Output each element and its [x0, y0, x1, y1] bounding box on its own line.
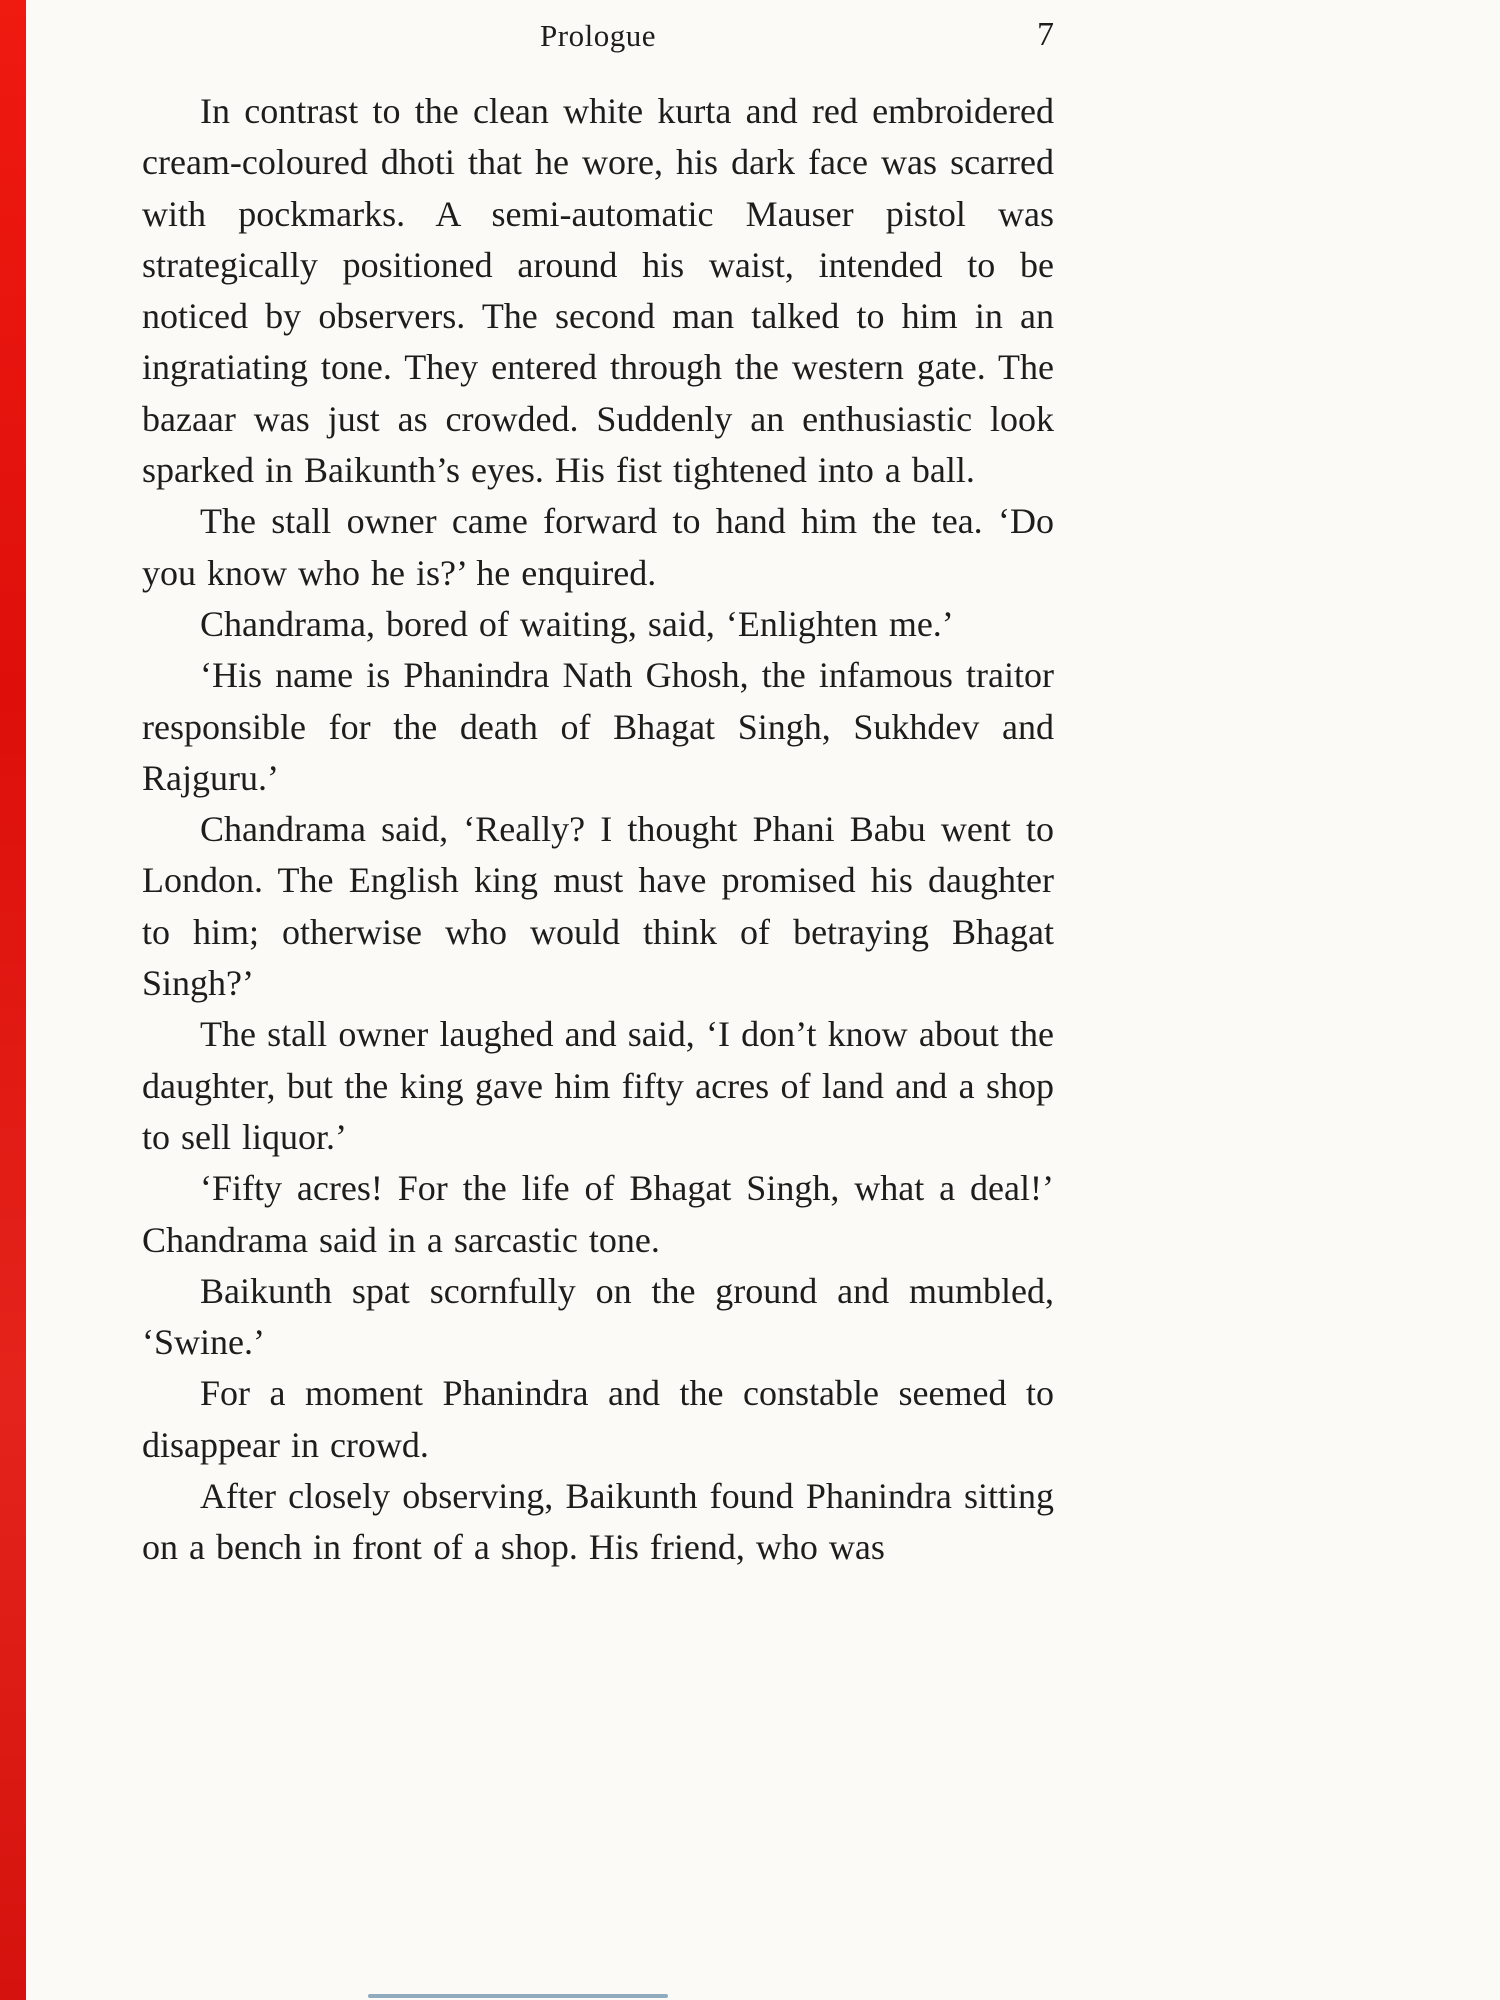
paragraph: ‘His name is Phanindra Nath Ghosh, the infamous traitor responsible for the death of Bhagat Singh, Sukhdev and Rajguru.’	[142, 655, 1054, 798]
page-number: 7	[1037, 16, 1054, 53]
paragraph: Chandrama, bored of waiting, said, ‘Enlighten me.’	[200, 603, 954, 644]
running-title: Prologue	[540, 18, 656, 53]
page-header	[142, 18, 1054, 62]
paragraph: The stall owner laughed and said, ‘I don’t know about the daughter, but the king gave him fifty acres of land and a shop to sell liquor.’	[142, 1014, 1054, 1157]
paragraph: In contrast to the clean white kurta and red embroidered cream-coloured dhoti that he wore, his dark face was scarred with pockmarks. A semi-automatic Mauser pistol was strategically positioned around his waist, intended to be noticed by observers. The second man talked to him in an ingratiating tone. They entered through the western gate. The bazaar was just as crowded. Suddenly an enthusiastic look sparked in Baikunth’s eyes. His fist tightened into a ball.	[142, 91, 1054, 491]
paragraph: The stall owner came forward to hand him the tea. ‘Do you know who he is?’ he enquired.	[142, 501, 1054, 593]
scan-artifact-line	[368, 1994, 668, 1998]
paragraph: ‘Fifty acres! For the life of Bhagat Singh, what a deal!’ Chandrama said in a sarcastic tone.	[142, 1168, 1054, 1260]
paragraph: For a moment Phanindra and the constable seemed to disappear in crowd.	[142, 1373, 1054, 1465]
paragraph: Chandrama said, ‘Really? I thought Phani Babu went to London. The English king must have promised his daughter to him; otherwise who would think of betraying Bhagat Singh?’	[142, 809, 1054, 1004]
paragraph: After closely observing, Baikunth found Phanindra sitting on a bench in front of a shop. His friend, who was	[142, 1476, 1054, 1568]
paragraph: Baikunth spat scornfully on the ground and mumbled, ‘Swine.’	[142, 1270, 1054, 1363]
book-cover-edge	[0, 0, 26, 2000]
page-body	[142, 86, 1054, 1574]
